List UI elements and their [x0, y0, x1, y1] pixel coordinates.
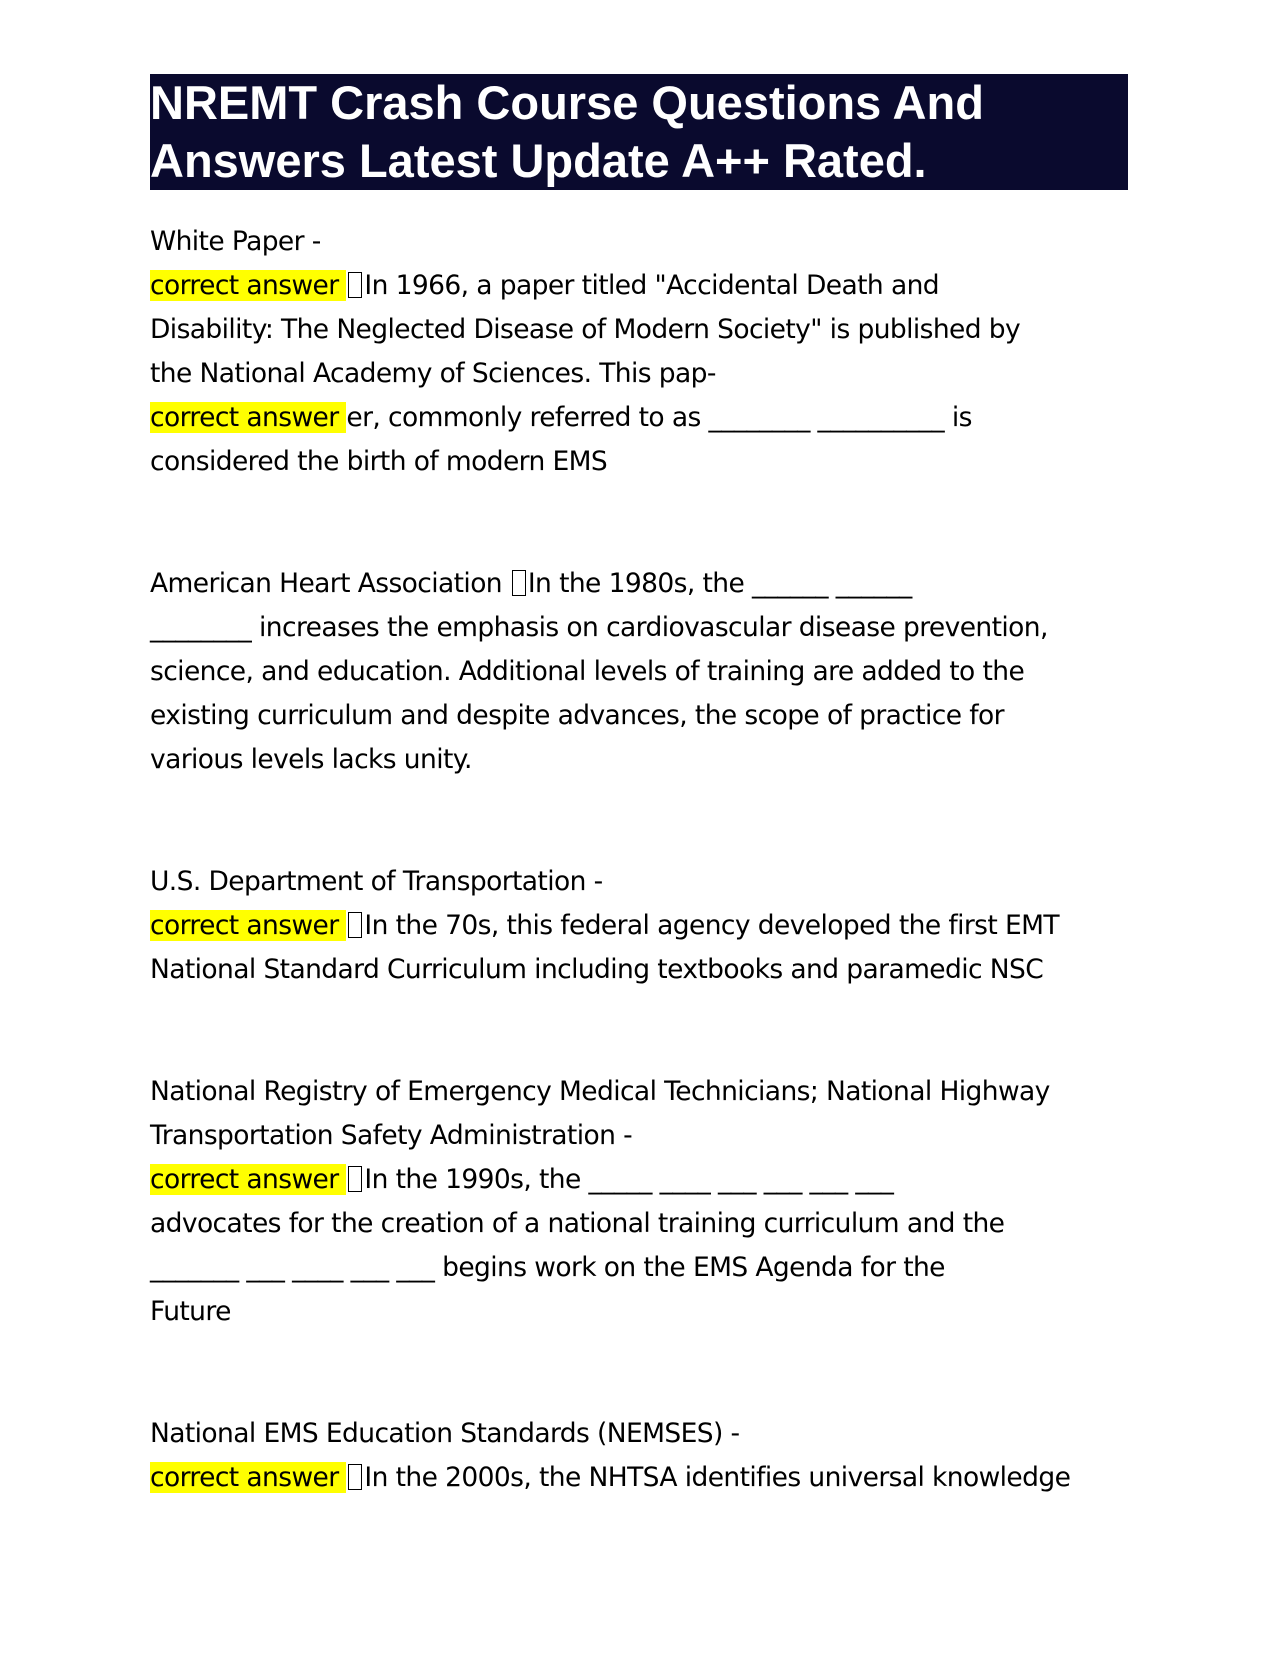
- title-line-1: NREMT Crash Course Questions And: [150, 76, 984, 129]
- answer-line: correct answer In 1966, a paper titled "Accidental Death and: [150, 270, 940, 301]
- correct-answer-highlight: correct answer: [150, 910, 347, 941]
- qa-content: [150, 220, 1130, 1500]
- question-term: National EMS Education Standards (NEMSES) -: [150, 1418, 740, 1449]
- answer-text-line: advocates for the creation of a national training curriculum and the: [150, 1208, 1005, 1239]
- page-title: [150, 74, 1128, 190]
- missing-glyph-icon: [348, 912, 362, 938]
- answer-text-line: National Standard Curriculum including textbooks and paramedic NSC: [150, 954, 1044, 985]
- answer-line: correct answer er, commonly referred to as ________ __________ is: [150, 402, 972, 433]
- missing-glyph-icon: [512, 570, 526, 596]
- question-term: U.S. Department of Transportation -: [150, 866, 603, 897]
- title-line-2: Answers Latest Update A++ Rated.: [150, 134, 927, 187]
- answer-line: American Heart Association In the 1980s, the ______ ______: [150, 568, 912, 599]
- qa-entry: [150, 1070, 1130, 1334]
- question-term: White Paper -: [150, 226, 321, 257]
- missing-glyph-icon: [348, 1166, 362, 1192]
- missing-glyph-icon: [348, 1464, 362, 1490]
- correct-answer-highlight: correct answer: [150, 1164, 347, 1195]
- question-term: American Heart Association: [150, 568, 510, 599]
- answer-text-line: considered the birth of modern EMS: [150, 446, 608, 477]
- answer-line: correct answer In the 1990s, the _____ ____ ___ ___ ___ ___: [150, 1164, 894, 1195]
- answer-text-line: Disability: The Neglected Disease of Modern Society" is published by: [150, 314, 1021, 345]
- answer-text-line: the National Academy of Sciences. This pap-: [150, 358, 716, 389]
- correct-answer-highlight: correct answer: [150, 270, 347, 301]
- correct-answer-highlight: correct answer: [150, 1462, 347, 1493]
- correct-answer-highlight: correct answer: [150, 402, 347, 433]
- answer-text-line: existing curriculum and despite advances, the scope of practice for: [150, 700, 1004, 731]
- missing-glyph-icon: [348, 272, 362, 298]
- answer-text-line: science, and education. Additional levels of training are added to the: [150, 656, 1025, 687]
- answer-text-line: ________ increases the emphasis on cardiovascular disease prevention,: [150, 612, 1048, 643]
- answer-text-line: Future: [150, 1296, 231, 1327]
- question-term: Transportation Safety Administration -: [150, 1120, 633, 1151]
- qa-entry: [150, 860, 1130, 992]
- answer-line: correct answer In the 2000s, the NHTSA identifies universal knowledge: [150, 1462, 1071, 1493]
- document-page: [150, 74, 1130, 1500]
- qa-entry: [150, 220, 1130, 484]
- question-term: National Registry of Emergency Medical Technicians; National Highway: [150, 1076, 1050, 1107]
- answer-line: correct answer In the 70s, this federal agency developed the first EMT: [150, 910, 1059, 941]
- answer-text-line: various levels lacks unity.: [150, 744, 472, 775]
- qa-entry: [150, 562, 1130, 782]
- answer-text-line: _______ ___ ____ ___ ___ begins work on the EMS Agenda for the: [150, 1252, 945, 1283]
- qa-entry: [150, 1412, 1130, 1500]
